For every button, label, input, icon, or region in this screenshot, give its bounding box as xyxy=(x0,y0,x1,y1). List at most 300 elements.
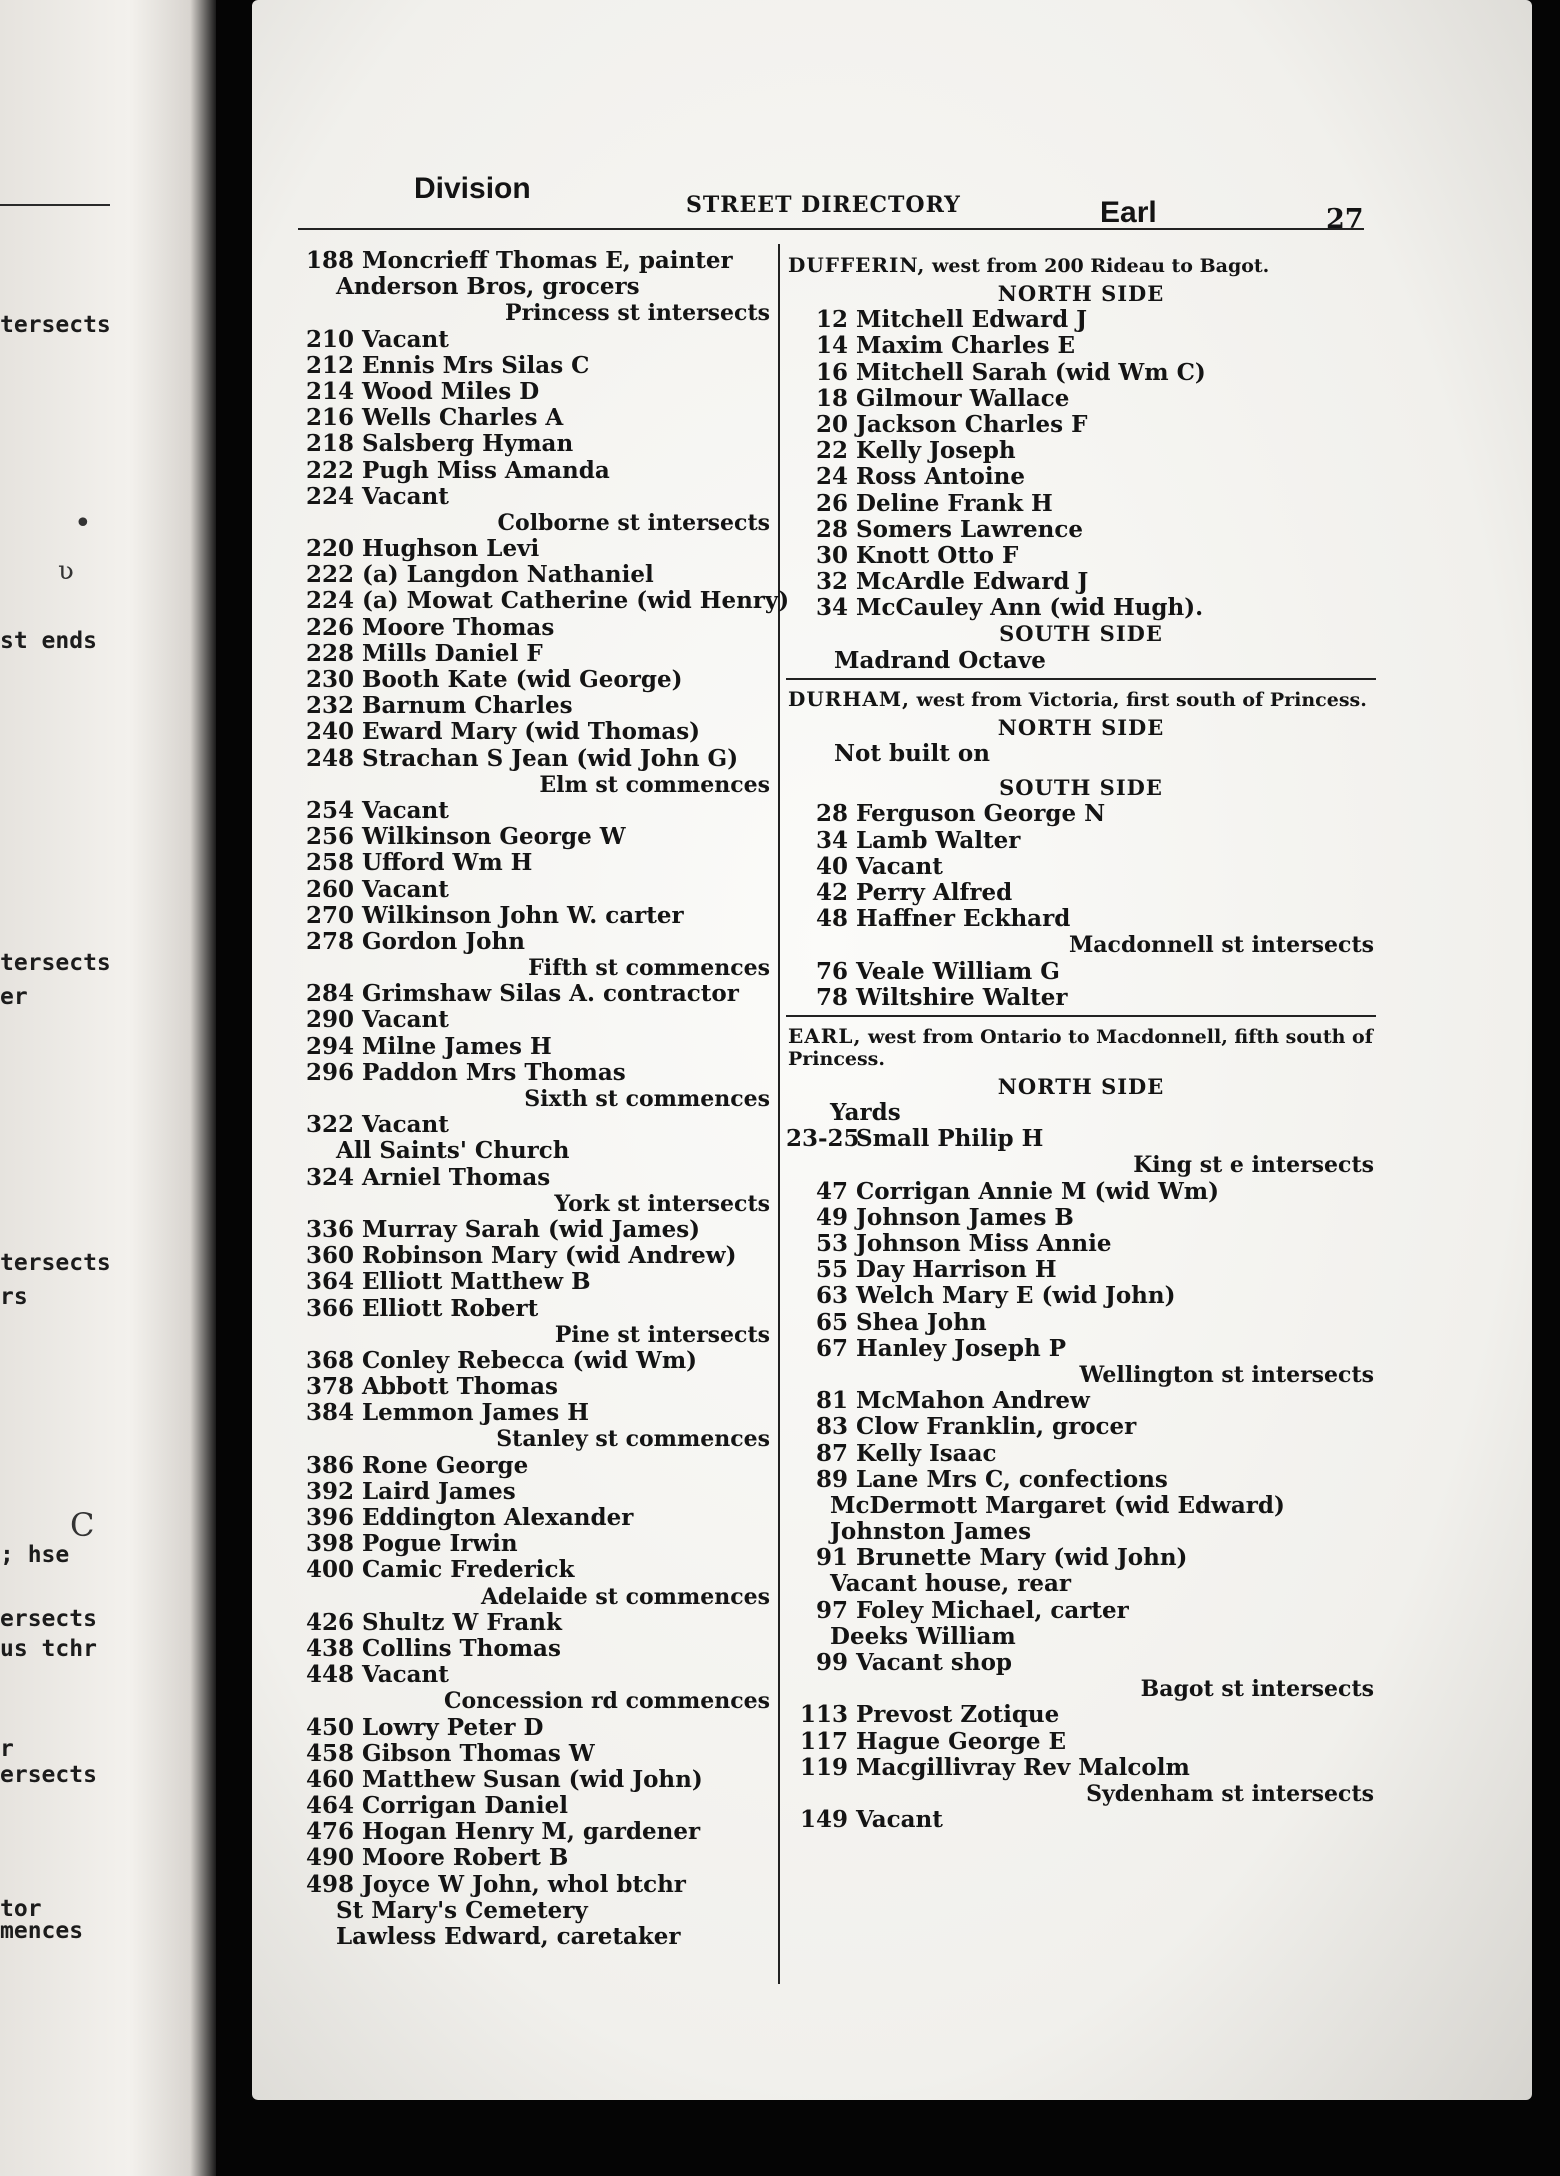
resident-name: Robinson Mary (wid Andrew) xyxy=(362,1242,737,1270)
directory-entry xyxy=(292,1112,772,1138)
resident-name: Wood Miles D xyxy=(362,377,540,405)
directory-entry xyxy=(292,1374,772,1400)
resident-name: McCauley Ann (wid Hugh). xyxy=(856,594,1204,622)
side-heading: NORTH SIDE xyxy=(997,1073,1165,1099)
directory-entry xyxy=(292,615,772,641)
resident-name: Vacant xyxy=(856,852,943,880)
resident-name: Vacant xyxy=(362,325,449,353)
resident-name: Arniel Thomas xyxy=(362,1163,551,1191)
house-number: 40 xyxy=(815,852,848,880)
house-number: 24 xyxy=(815,463,848,491)
resident-name: Elliott Matthew B xyxy=(362,1268,591,1296)
facing-page-fragment xyxy=(0,0,216,2176)
resident-name: Milne James H xyxy=(362,1032,552,1060)
resident-name: Welch Mary E (wid John) xyxy=(856,1282,1176,1310)
house-number: 49 xyxy=(815,1203,848,1231)
side-heading: SOUTH SIDE xyxy=(999,775,1163,801)
resident-name: Vacant xyxy=(362,796,449,824)
facing-page-rule xyxy=(0,204,110,206)
directory-entry xyxy=(292,248,772,274)
house-number: 278 xyxy=(305,927,354,955)
pencil-mark: ʋ xyxy=(58,556,74,586)
resident-name: Abbott Thomas xyxy=(362,1373,558,1401)
directory-entry xyxy=(292,327,772,353)
resident-name: Collins Thomas xyxy=(362,1634,561,1662)
resident-name: Vacant shop xyxy=(856,1649,1012,1676)
house-number: 296 xyxy=(305,1058,354,1086)
resident-name: Vacant xyxy=(362,1111,449,1139)
directory-entry xyxy=(292,746,772,772)
house-number: 460 xyxy=(305,1765,354,1793)
resident-name: Barnum Charles xyxy=(362,692,573,720)
house-number: 256 xyxy=(305,823,354,851)
house-number: 34 xyxy=(815,826,848,854)
directory-entry xyxy=(292,1872,772,1898)
house-number: 260 xyxy=(305,875,354,903)
facing-page-text: tersects xyxy=(0,1250,111,1276)
house-number: 83 xyxy=(815,1413,848,1441)
house-number: 99 xyxy=(815,1649,848,1676)
house-number: 78 xyxy=(815,983,848,1011)
house-number: 290 xyxy=(305,1006,354,1034)
resident-name: Hughson Levi xyxy=(362,535,540,563)
resident-name: Shea John xyxy=(856,1308,987,1336)
directory-entry xyxy=(292,929,772,955)
resident-name: Gibson Thomas W xyxy=(362,1739,595,1767)
directory-entry xyxy=(292,1505,772,1531)
house-number: 364 xyxy=(305,1268,354,1296)
street-description: west from Victoria, first south of Princess. xyxy=(916,688,1367,711)
house-number: 188 xyxy=(305,247,354,274)
side-heading: NORTH SIDE xyxy=(997,281,1165,306)
house-number: 448 xyxy=(305,1661,354,1689)
house-number: 18 xyxy=(815,384,848,412)
resident-name: (a) Mowat Catherine (wid Henry) xyxy=(362,587,790,615)
header-street-start: Division xyxy=(414,172,531,205)
house-number: 67 xyxy=(815,1334,848,1362)
directory-entry xyxy=(292,1636,772,1662)
header-street-end: Earl xyxy=(1100,196,1157,229)
directory-entry xyxy=(292,1060,772,1086)
resident-name: Deline Frank H xyxy=(856,489,1053,517)
side-heading: SOUTH SIDE xyxy=(999,621,1163,647)
directory-entry xyxy=(786,1336,1376,1362)
directory-entry-unnumbered: All Saints' Church xyxy=(336,1137,570,1165)
facing-page-text: us tchr xyxy=(0,1636,97,1662)
resident-name: Vacant xyxy=(362,875,449,903)
section-rule xyxy=(786,1015,1376,1017)
house-number: 224 xyxy=(305,587,354,615)
directory-entry xyxy=(292,1400,772,1426)
house-number: 26 xyxy=(815,489,848,517)
directory-entry xyxy=(786,438,1376,464)
directory-entry xyxy=(786,1467,1376,1493)
directory-entry xyxy=(292,1479,772,1505)
street-description: west from 200 Rideau to Bagot. xyxy=(932,255,1270,277)
facing-page-text: tor xyxy=(0,1896,42,1922)
house-number: 214 xyxy=(305,377,354,405)
resident-name: Hanley Joseph P xyxy=(856,1334,1067,1362)
directory-entry xyxy=(292,458,772,484)
directory-entry xyxy=(292,1819,772,1845)
resident-name: Moncrieff Thomas E, painter xyxy=(362,247,733,274)
resident-name: Corrigan Daniel xyxy=(362,1792,569,1820)
resident-name: Booth Kate (wid George) xyxy=(362,666,683,693)
cross-street-note: Sixth st commences xyxy=(524,1086,770,1112)
directory-entry xyxy=(786,828,1376,854)
directory-entry xyxy=(786,1702,1376,1728)
street-heading xyxy=(786,682,1376,715)
house-number: 22 xyxy=(815,437,848,465)
header-rule xyxy=(298,228,1364,230)
resident-name: Pugh Miss Amanda xyxy=(362,456,610,484)
house-number: 458 xyxy=(305,1739,354,1767)
resident-name: Elliott Robert xyxy=(362,1294,539,1322)
directory-entry xyxy=(786,1650,1376,1676)
house-number: 48 xyxy=(815,905,848,933)
directory-entry xyxy=(786,1598,1376,1624)
directory-entry xyxy=(786,491,1376,517)
house-number: 14 xyxy=(815,332,848,360)
directory-entry-unnumbered: Lawless Edward, caretaker xyxy=(336,1923,681,1950)
resident-name: Kelly Isaac xyxy=(856,1439,997,1467)
cross-street-note: Princess st intersects xyxy=(505,300,770,327)
house-number: 226 xyxy=(305,613,354,641)
house-number: 47 xyxy=(815,1177,848,1205)
directory-entry-unnumbered: Madrand Octave xyxy=(834,646,1046,674)
house-number: 378 xyxy=(305,1373,354,1401)
house-number: 498 xyxy=(305,1870,354,1898)
directory-entry xyxy=(786,1441,1376,1467)
side-heading: NORTH SIDE xyxy=(997,714,1165,740)
spacer xyxy=(786,767,1376,775)
house-number: 464 xyxy=(305,1792,354,1820)
directory-entry xyxy=(786,1231,1376,1257)
cross-street-note: Fifth st commences xyxy=(528,955,770,982)
resident-name: Vacant xyxy=(362,482,449,510)
house-number: 81 xyxy=(815,1387,848,1415)
resident-name: McArdle Edward J xyxy=(856,568,1089,596)
house-number: 76 xyxy=(815,957,848,985)
section-rule xyxy=(786,678,1376,680)
directory-entry xyxy=(292,1217,772,1243)
house-number: 97 xyxy=(815,1596,848,1624)
house-number: 42 xyxy=(815,878,848,906)
resident-name: Conley Rebecca (wid Wm) xyxy=(362,1346,698,1374)
house-number: 23-25 xyxy=(786,1125,860,1153)
resident-name: Laird James xyxy=(362,1477,516,1505)
resident-name: Paddon Mrs Thomas xyxy=(362,1058,626,1086)
directory-entry xyxy=(292,1741,772,1767)
directory-entry xyxy=(292,1348,772,1374)
house-number: 324 xyxy=(305,1163,354,1191)
house-number: 322 xyxy=(305,1111,354,1139)
house-number: 55 xyxy=(815,1256,848,1284)
house-number: 222 xyxy=(305,561,354,589)
resident-name: Pogue Irwin xyxy=(362,1530,518,1558)
directory-entry xyxy=(786,1257,1376,1283)
street-name: DURHAM, xyxy=(788,686,910,711)
resident-name: Vacant xyxy=(362,1006,449,1034)
facing-page-text: ; hse xyxy=(0,1542,70,1568)
house-number: 12 xyxy=(815,306,848,334)
house-number: 392 xyxy=(305,1477,354,1505)
directory-entry xyxy=(292,1793,772,1819)
directory-entry xyxy=(786,333,1376,359)
directory-entry xyxy=(786,959,1376,985)
house-number: 476 xyxy=(305,1818,354,1846)
house-number: 270 xyxy=(305,901,354,929)
house-number: 400 xyxy=(305,1556,354,1584)
resident-name: Shultz W Frank xyxy=(362,1608,562,1636)
house-number: 398 xyxy=(305,1530,354,1558)
directory-entry-unnumbered: Vacant house, rear xyxy=(830,1570,1072,1598)
directory-entry xyxy=(292,850,772,876)
house-number: 218 xyxy=(305,430,354,458)
resident-name: Grimshaw Silas A. contractor xyxy=(362,980,739,1008)
directory-entry xyxy=(292,641,772,667)
directory-entry xyxy=(292,798,772,824)
house-number: 63 xyxy=(815,1282,848,1310)
house-number: 230 xyxy=(305,666,354,693)
resident-name: Veale William G xyxy=(856,957,1060,985)
house-number: 210 xyxy=(305,325,354,353)
house-number: 248 xyxy=(305,744,354,772)
resident-name: Lemmon James H xyxy=(362,1399,589,1427)
house-number: 284 xyxy=(305,980,354,1008)
resident-name: Mills Daniel F xyxy=(362,639,543,667)
house-number: 228 xyxy=(305,639,354,667)
resident-name: Strachan S Jean (wid John G) xyxy=(362,744,739,772)
house-number: 294 xyxy=(305,1032,354,1060)
directory-entry xyxy=(786,1755,1376,1781)
house-number: 65 xyxy=(815,1308,848,1336)
cross-street-note: Pine st intersects xyxy=(554,1321,770,1348)
resident-name: Wilkinson George W xyxy=(362,823,626,851)
directory-entry xyxy=(786,543,1376,569)
cross-street-note: Concession rd commences xyxy=(443,1688,770,1715)
resident-name: Ross Antoine xyxy=(856,463,1025,491)
house-number: 16 xyxy=(815,358,848,386)
facing-page-text: rs xyxy=(0,1284,28,1310)
resident-name: McMahon Andrew xyxy=(856,1387,1090,1415)
directory-entry xyxy=(292,903,772,929)
house-number: 216 xyxy=(305,404,354,432)
resident-name: Knott Otto F xyxy=(856,541,1019,569)
cross-street-note: Elm st commences xyxy=(539,771,770,798)
resident-name: Hague George E xyxy=(856,1727,1067,1755)
house-number: 254 xyxy=(305,796,354,824)
resident-name: Gordon John xyxy=(362,927,525,955)
directory-entry xyxy=(292,1557,772,1583)
directory-entry xyxy=(786,1310,1376,1336)
resident-name: Moore Robert B xyxy=(362,1844,569,1872)
directory-entry xyxy=(292,405,772,431)
resident-name: Ennis Mrs Silas C xyxy=(362,351,590,379)
resident-name: Jackson Charles F xyxy=(856,410,1088,438)
facing-page-text: mences xyxy=(0,1918,84,1944)
directory-entry xyxy=(292,1453,772,1479)
directory-entry xyxy=(292,379,772,405)
resident-name: Gilmour Wallace xyxy=(856,384,1070,412)
resident-name: Matthew Susan (wid John) xyxy=(362,1765,703,1793)
house-number: 232 xyxy=(305,692,354,720)
cross-street-note: King st e intersects xyxy=(1133,1152,1374,1179)
cross-street-note: Stanley st commences xyxy=(496,1426,770,1453)
cross-street-note: Macdonnell st intersects xyxy=(1068,932,1374,959)
directory-entry xyxy=(292,1296,772,1322)
directory-entry xyxy=(292,431,772,457)
resident-name: Vacant xyxy=(362,1661,449,1689)
directory-entry xyxy=(292,693,772,719)
directory-page xyxy=(252,0,1532,2100)
ink-blot-mark: • xyxy=(74,506,92,541)
directory-entry xyxy=(292,877,772,903)
resident-name: Hogan Henry M, gardener xyxy=(362,1818,701,1846)
resident-name: Haffner Eckhard xyxy=(856,905,1071,933)
directory-entry xyxy=(786,1388,1376,1414)
resident-name: Somers Lawrence xyxy=(856,515,1083,543)
house-number: 240 xyxy=(305,718,354,746)
directory-entry-unnumbered: Johnston James xyxy=(830,1518,1032,1546)
house-number: 258 xyxy=(305,849,354,877)
directory-entry xyxy=(786,906,1376,932)
house-number: 28 xyxy=(815,515,848,543)
house-number: 438 xyxy=(305,1634,354,1662)
resident-name: Wiltshire Walter xyxy=(856,983,1068,1011)
street-heading xyxy=(786,1019,1376,1074)
resident-name: Perry Alfred xyxy=(856,878,1013,906)
cross-street-note: Sydenham st intersects xyxy=(1086,1780,1374,1807)
house-number: 336 xyxy=(305,1215,354,1243)
house-number: 113 xyxy=(799,1701,848,1729)
left-column xyxy=(292,247,790,1950)
directory-entry xyxy=(786,1283,1376,1309)
handwritten-mark: C xyxy=(70,1506,95,1544)
directory-entry-unnumbered: Not built on xyxy=(834,740,990,767)
directory-entry xyxy=(292,1243,772,1269)
house-number: 119 xyxy=(799,1753,848,1781)
right-column xyxy=(786,248,1376,1833)
resident-name: Corrigan Annie M (wid Wm) xyxy=(856,1177,1220,1205)
directory-entry xyxy=(786,464,1376,490)
resident-name: Brunette Mary (wid John) xyxy=(856,1544,1188,1572)
directory-entry-unnumbered: Deeks William xyxy=(830,1622,1016,1650)
resident-name: Lamb Walter xyxy=(856,826,1021,854)
directory-entry xyxy=(292,667,772,693)
directory-entry xyxy=(786,595,1376,621)
house-number: 490 xyxy=(305,1844,354,1872)
resident-name: Rone George xyxy=(362,1451,529,1479)
directory-entry xyxy=(292,719,772,745)
resident-name: Maxim Charles E xyxy=(856,332,1076,360)
resident-name: Small Philip H xyxy=(856,1125,1044,1153)
resident-name: Joyce W John, whol btchr xyxy=(362,1870,686,1898)
house-number: 366 xyxy=(305,1294,354,1322)
street-heading xyxy=(786,248,1376,281)
cross-street-note: Bagot st intersects xyxy=(1140,1676,1374,1703)
house-number: 20 xyxy=(815,410,848,438)
resident-name: Wilkinson John W. carter xyxy=(362,901,684,929)
house-number: 220 xyxy=(305,535,354,563)
house-number: 212 xyxy=(305,351,354,379)
cross-street-note: York st intersects xyxy=(554,1190,770,1217)
resident-name: Ferguson George N xyxy=(856,800,1106,828)
facing-page-text: er xyxy=(0,984,28,1010)
house-number: 450 xyxy=(305,1713,354,1741)
directory-entry xyxy=(786,569,1376,595)
directory-entry xyxy=(786,412,1376,438)
directory-entry xyxy=(292,824,772,850)
directory-entry xyxy=(292,1034,772,1060)
directory-entry xyxy=(786,1807,1376,1833)
facing-page-text: tersects xyxy=(0,312,111,338)
resident-name: Salsberg Hyman xyxy=(362,430,574,458)
resident-name: Johnson Miss Annie xyxy=(856,1230,1112,1257)
resident-name: Foley Michael, carter xyxy=(856,1596,1129,1624)
resident-name: Vacant xyxy=(856,1806,943,1834)
directory-entry xyxy=(786,1126,1376,1152)
directory-entry xyxy=(292,1715,772,1741)
resident-name: Johnson James B xyxy=(856,1203,1074,1231)
header-title: STREET DIRECTORY xyxy=(686,192,961,218)
resident-name: (a) Langdon Nathaniel xyxy=(362,561,654,589)
facing-page-text: r xyxy=(0,1736,14,1762)
street-description: west from Ontario to Macdonnell, fifth south of Princess. xyxy=(788,1025,1373,1070)
resident-name: Mitchell Edward J xyxy=(856,306,1088,334)
directory-entry xyxy=(292,1269,772,1295)
directory-entry xyxy=(292,1165,772,1191)
resident-name: Clow Franklin, grocer xyxy=(856,1413,1137,1441)
directory-entry xyxy=(292,1610,772,1636)
house-number: 384 xyxy=(305,1399,354,1427)
directory-entry xyxy=(292,484,772,510)
street-name: DUFFERIN, xyxy=(788,253,926,277)
directory-entry xyxy=(786,517,1376,543)
facing-page-text: ersects xyxy=(0,1606,97,1632)
house-number: 222 xyxy=(305,456,354,484)
directory-entry xyxy=(292,1662,772,1688)
column-divider xyxy=(778,244,780,1984)
directory-entry xyxy=(786,1414,1376,1440)
street-name: EARL, xyxy=(788,1023,862,1048)
directory-entry xyxy=(786,985,1376,1011)
directory-entry xyxy=(292,353,772,379)
resident-name: Ufford Wm H xyxy=(362,849,533,877)
cross-street-note: Wellington st intersects xyxy=(1079,1361,1374,1388)
cross-street-note: Adelaide st commences xyxy=(480,1583,770,1610)
house-number: 30 xyxy=(815,541,848,569)
resident-name: Wells Charles A xyxy=(362,404,564,432)
house-number: 87 xyxy=(815,1439,848,1467)
house-number: 53 xyxy=(815,1230,848,1257)
resident-name: Lane Mrs C, confections xyxy=(856,1465,1168,1493)
directory-entry xyxy=(786,880,1376,906)
directory-entry xyxy=(292,981,772,1007)
directory-entry xyxy=(292,562,772,588)
facing-page-text: tersects xyxy=(0,950,111,976)
resident-name: Murray Sarah (wid James) xyxy=(362,1215,701,1243)
resident-name: Mitchell Sarah (wid Wm C) xyxy=(856,358,1206,386)
house-number: 396 xyxy=(305,1504,354,1531)
directory-entry xyxy=(786,801,1376,827)
directory-entry xyxy=(786,854,1376,880)
house-number: 224 xyxy=(305,482,354,510)
house-number: 28 xyxy=(815,800,848,828)
directory-entry-unnumbered: St Mary's Cemetery xyxy=(336,1896,588,1924)
house-number: 34 xyxy=(815,594,848,622)
resident-name: Macgillivray Rev Malcolm xyxy=(856,1753,1190,1781)
